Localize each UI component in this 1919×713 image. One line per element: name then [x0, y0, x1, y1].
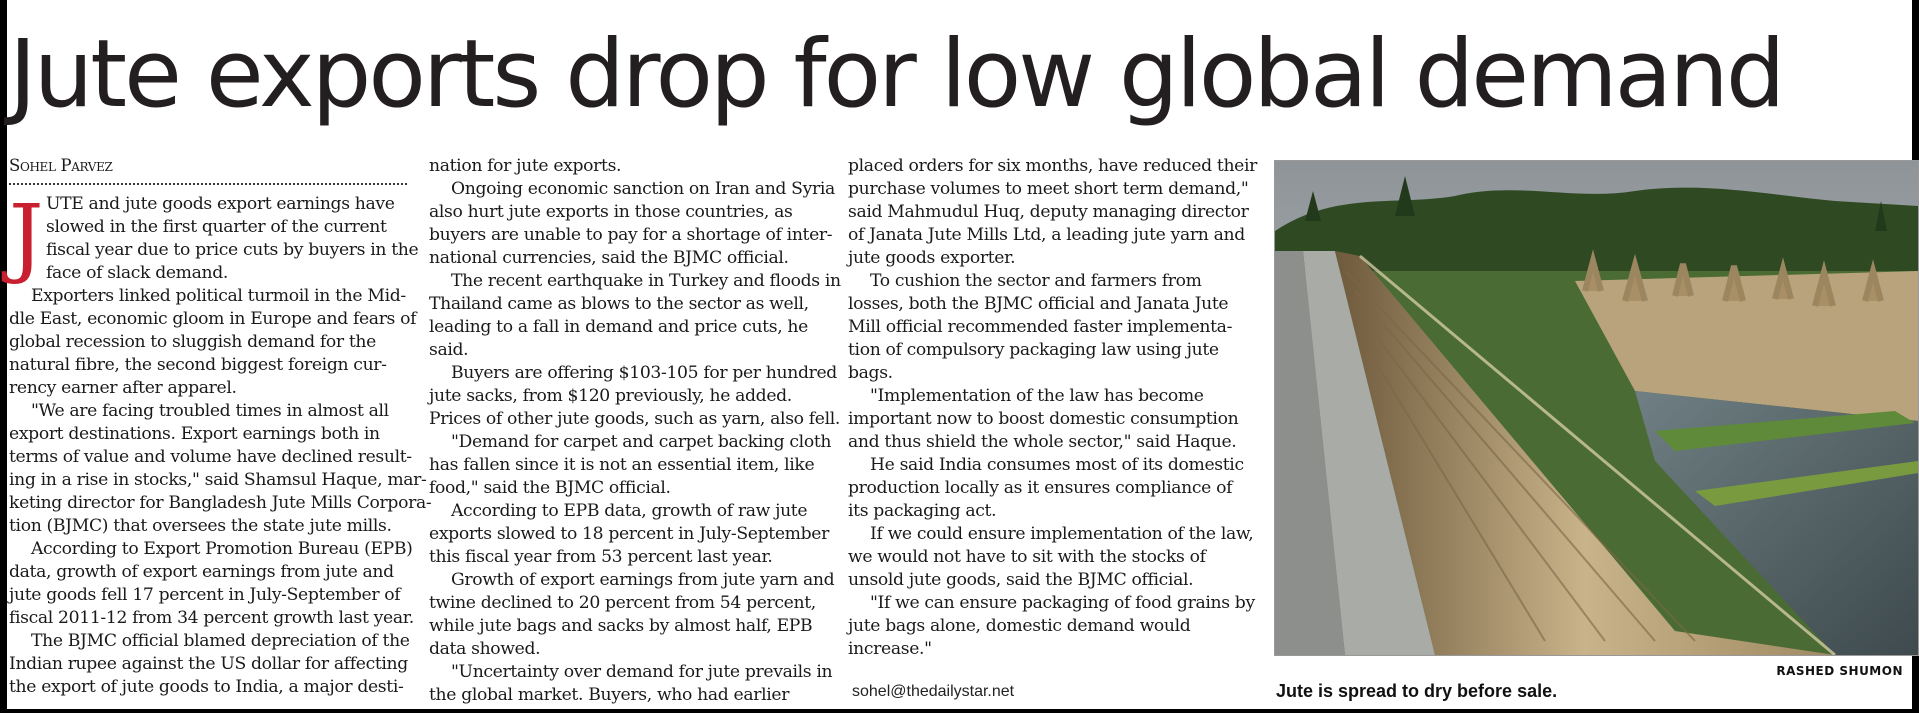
text-line: According to EPB data, growth of raw jute — [451, 501, 808, 521]
text-line: twine declined to 20 percent from 54 percent, — [429, 593, 816, 613]
text-line: Growth of export earnings from jute yarn and — [451, 570, 835, 590]
text-line: Thailand came as blows to the sector as well, — [429, 294, 809, 314]
text-line: slowed in the first quarter of the current — [46, 217, 387, 237]
text-line: unsold jute goods, said the BJMC official. — [848, 570, 1194, 590]
jute-drying-photo — [1274, 160, 1919, 656]
text-line: of Janata Jute Mills Ltd, a leading jute yarn and — [848, 225, 1245, 245]
text-line: important now to boost domestic consumption — [848, 409, 1239, 429]
text-line: global recession to sluggish demand for the — [9, 332, 376, 352]
text-line: jute goods exporter. — [848, 248, 1016, 268]
text-line: Mill official recommended faster implementa- — [848, 317, 1233, 337]
text-line: production locally as it ensures compliance of — [848, 478, 1233, 498]
text-line: and thus shield the whole sector," said Haque. — [848, 432, 1237, 452]
text-line: He said India consumes most of its domestic — [870, 455, 1244, 475]
text-line: The recent earthquake in Turkey and floods in — [451, 271, 841, 291]
photo-credit: RASHED SHUMON — [1776, 664, 1903, 678]
text-line: export destinations. Export earnings both in — [9, 424, 380, 444]
text-line: said Mahmudul Huq, deputy managing director — [848, 202, 1249, 222]
text-line: this fiscal year from 53 percent last year. — [429, 547, 773, 567]
text-line: the export of jute goods to India, a major desti- — [9, 677, 404, 697]
text-line: ing in a rise in stocks," said Shamsul Haque, mar- — [9, 470, 427, 490]
text-line: If we could ensure implementation of the law, — [870, 524, 1254, 544]
text-line: Buyers are offering $103-105 for per hundred — [451, 363, 837, 383]
text-line: while jute bags and sacks by almost half, EPB — [429, 616, 813, 636]
text-line: food," said the BJMC official. — [429, 478, 671, 498]
text-line: buyers are unable to pay for a shortage of inter- — [429, 225, 833, 245]
text-line: Exporters linked political turmoil in the Mid- — [31, 286, 406, 306]
headline: Jute exports drop for low global demand — [9, 20, 1783, 129]
article-column-3 — [848, 155, 1257, 661]
text-line: Indian rupee against the US dollar for affecting — [9, 654, 408, 674]
article-column-2 — [429, 155, 841, 707]
text-line: jute goods fell 17 percent in July-September of — [9, 585, 401, 605]
text-line: tion of compulsory packaging law using jute — [848, 340, 1219, 360]
text-line: The BJMC official blamed depreciation of the — [31, 631, 410, 651]
text-line: "Implementation of the law has become — [870, 386, 1204, 406]
text-line: UTE and jute goods export earnings have — [46, 194, 395, 214]
text-line: "If we can ensure packaging of food grains by — [870, 593, 1255, 613]
text-line: leading to a fall in demand and price cuts, he — [429, 317, 808, 337]
byline: Sohel Parvez — [9, 156, 113, 175]
text-line: bags. — [848, 363, 893, 383]
text-line: losses, both the BJMC official and Janata Jute — [848, 294, 1229, 314]
byline-divider — [9, 183, 407, 185]
drop-cap: J — [9, 187, 44, 287]
text-line: "We are facing troubled times in almost all — [31, 401, 389, 421]
text-line: dle East, economic gloom in Europe and fears of — [9, 309, 417, 329]
text-line: Ongoing economic sanction on Iran and Syria — [451, 179, 835, 199]
lead-paragraph — [9, 187, 419, 287]
text-line: Prices of other jute goods, such as yarn, also fell. — [429, 409, 841, 429]
text-line: rency earner after apparel. — [9, 378, 237, 398]
text-line: has fallen since it is not an essential item, like — [429, 455, 815, 475]
article-column-1 — [9, 155, 432, 699]
text-line: data showed. — [429, 639, 541, 659]
text-line: "Demand for carpet and carpet backing cloth — [451, 432, 832, 452]
text-line: its packaging act. — [848, 501, 997, 521]
text-line: natural fibre, the second biggest foreign cur- — [9, 355, 387, 375]
text-line: "Uncertainty over demand for jute prevails in — [451, 662, 833, 682]
text-line: fiscal year due to price cuts by buyers in the — [46, 240, 419, 260]
text-line: the global market. Buyers, who had earlier — [429, 685, 790, 705]
author-email[interactable]: sohel@thedailystar.net — [852, 683, 1015, 700]
text-line: tion (BJMC) that oversees the state jute mills. — [9, 516, 392, 536]
text-line: exports slowed to 18 percent in July-September — [429, 524, 829, 544]
text-line: placed orders for six months, have reduced their — [848, 156, 1257, 176]
text-line: terms of value and volume have declined result- — [9, 447, 412, 467]
text-line: data, growth of export earnings from jute and — [9, 562, 394, 582]
text-line: keting director for Bangladesh Jute Mills Corpora- — [9, 493, 432, 513]
text-line: jute bags alone, domestic demand would — [848, 616, 1191, 636]
text-line: national currencies, said the BJMC official. — [429, 248, 789, 268]
text-line: face of slack demand. — [46, 263, 229, 283]
text-line: According to Export Promotion Bureau (EPB) — [31, 539, 413, 559]
text-line: To cushion the sector and farmers from — [870, 271, 1202, 291]
text-line: we would not have to sit with the stocks of — [848, 547, 1206, 567]
text-line: fiscal 2011-12 from 34 percent growth last year. — [9, 608, 414, 628]
text-line: said. — [429, 340, 469, 360]
text-line: nation for jute exports. — [429, 156, 622, 176]
text-line: purchase volumes to meet short term demand," — [848, 179, 1249, 199]
text-line: also hurt jute exports in those countries, as — [429, 202, 793, 222]
photo-caption: Jute is spread to dry before sale. — [1276, 681, 1558, 701]
text-line: jute sacks, from $120 previously, he added. — [429, 386, 792, 406]
text-line: increase." — [848, 639, 932, 659]
